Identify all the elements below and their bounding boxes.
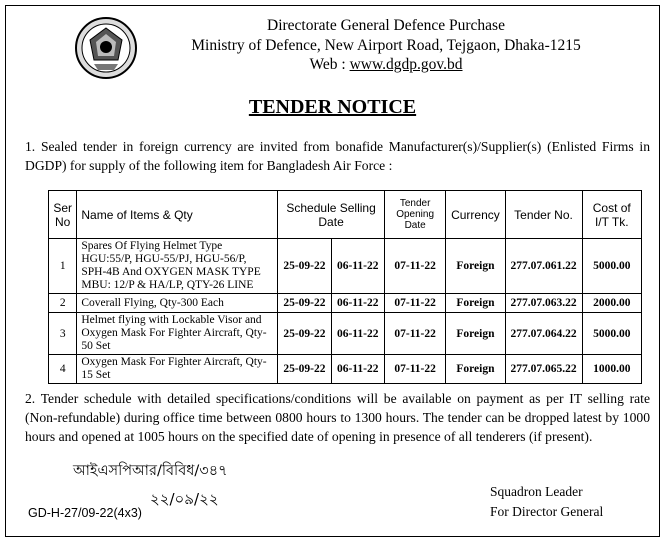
col-header-name: Name of Items & Qty xyxy=(77,191,278,239)
table-row xyxy=(49,355,642,384)
cell-opening: 07-11-22 xyxy=(384,239,446,294)
cell-item-name: Oxygen Mask For Fighter Aircraft, Qty-15 Set xyxy=(77,355,278,384)
cell-currency: Foreign xyxy=(446,355,505,384)
cell-ser: 1 xyxy=(49,239,77,294)
tender-table xyxy=(48,190,642,384)
document-code: GD-H-27/09-22(4x3) xyxy=(28,506,142,520)
cell-sell-to: 06-11-22 xyxy=(331,313,384,355)
cell-sell-to: 06-11-22 xyxy=(331,294,384,313)
col-header-cost: Cost of I/T Tk. xyxy=(582,191,642,239)
cell-ser: 4 xyxy=(49,355,77,384)
cell-currency: Foreign xyxy=(446,239,505,294)
cell-ser: 3 xyxy=(49,313,77,355)
paragraph-2: 2. Tender schedule with detailed specifications/conditions will be available on payment as per IT selling rate (Non-refundable) during office time between 0800 hours to 1300 hours. The tender can be dropped latest by 1000 hours and opened at 1005 hours on the specified date of opening in presence of all tenderers (if present). xyxy=(25,391,650,444)
cell-item-name: Coverall Flying, Qty-300 Each xyxy=(77,294,278,313)
cell-cost: 2000.00 xyxy=(582,294,642,313)
web-label: Web : xyxy=(309,56,346,73)
cell-tender-no: 277.07.061.22 xyxy=(505,239,582,294)
cell-cost: 5000.00 xyxy=(582,313,642,355)
signatory-rank: Squadron Leader xyxy=(490,484,583,499)
table-header-row xyxy=(49,191,642,239)
paragraph-1: 1. Sealed tender in foreign currency are invited from bonafide Manufacturer(s)/Supplier(s) (Enlisted Firms in DGDP) for supply of the following item for Bangladesh Air Force : xyxy=(25,139,650,173)
website-link[interactable]: www.dgdp.gov.bd xyxy=(349,56,463,73)
col-header-ser: Ser No xyxy=(49,191,77,239)
col-header-tender-no: Tender No. xyxy=(505,191,582,239)
cell-sell-to: 06-11-22 xyxy=(331,239,384,294)
reference-date: ২২/০৯/২২ xyxy=(150,490,219,508)
cell-tender-no: 277.07.065.22 xyxy=(505,355,582,384)
cell-opening: 07-11-22 xyxy=(384,313,446,355)
cell-currency: Foreign xyxy=(446,294,505,313)
dgdp-emblem-logo xyxy=(74,16,138,80)
ministry-address: Ministry of Defence, New Airport Road, Tejgaon, Dhaka-1215 xyxy=(191,37,581,54)
cell-sell-from: 25-09-22 xyxy=(278,294,331,313)
cell-opening: 07-11-22 xyxy=(384,355,446,384)
col-header-schedule: Schedule Selling Date xyxy=(278,191,385,239)
cell-cost: 1000.00 xyxy=(582,355,642,384)
signatory-for: For Director General xyxy=(490,504,604,519)
table-row xyxy=(49,294,642,313)
page-title: TENDER NOTICE xyxy=(248,96,417,118)
cell-item-name: Helmet flying with Lockable Visor and Oxygen Mask For Fighter Aircraft, Qty-50 Set xyxy=(77,313,278,355)
cell-sell-from: 25-09-22 xyxy=(278,239,331,294)
col-header-opening: Tender Opening Date xyxy=(384,191,446,239)
cell-item-name: Spares Of Flying Helmet Type HGU:55/P, HGU-55/PJ, HGU-56/P, SPH-4B And OXYGEN MASK TYPE MBU: 12/P & HA/LP, QTY-26 LINE xyxy=(77,239,278,294)
cell-sell-from: 25-09-22 xyxy=(278,313,331,355)
cell-sell-to: 06-11-22 xyxy=(331,355,384,384)
organization-name: Directorate General Defence Purchase xyxy=(267,17,505,34)
col-header-currency: Currency xyxy=(446,191,505,239)
cell-ser: 2 xyxy=(49,294,77,313)
cell-sell-from: 25-09-22 xyxy=(278,355,331,384)
table-row xyxy=(49,239,642,294)
cell-currency: Foreign xyxy=(446,313,505,355)
cell-opening: 07-11-22 xyxy=(384,294,446,313)
cell-tender-no: 277.07.063.22 xyxy=(505,294,582,313)
cell-tender-no: 277.07.064.22 xyxy=(505,313,582,355)
reference-number: আইএসপিআর/বিবিধ/৩৪৭ xyxy=(73,463,228,479)
table-row xyxy=(49,313,642,355)
cell-cost: 5000.00 xyxy=(582,239,642,294)
website-line xyxy=(176,55,596,74)
